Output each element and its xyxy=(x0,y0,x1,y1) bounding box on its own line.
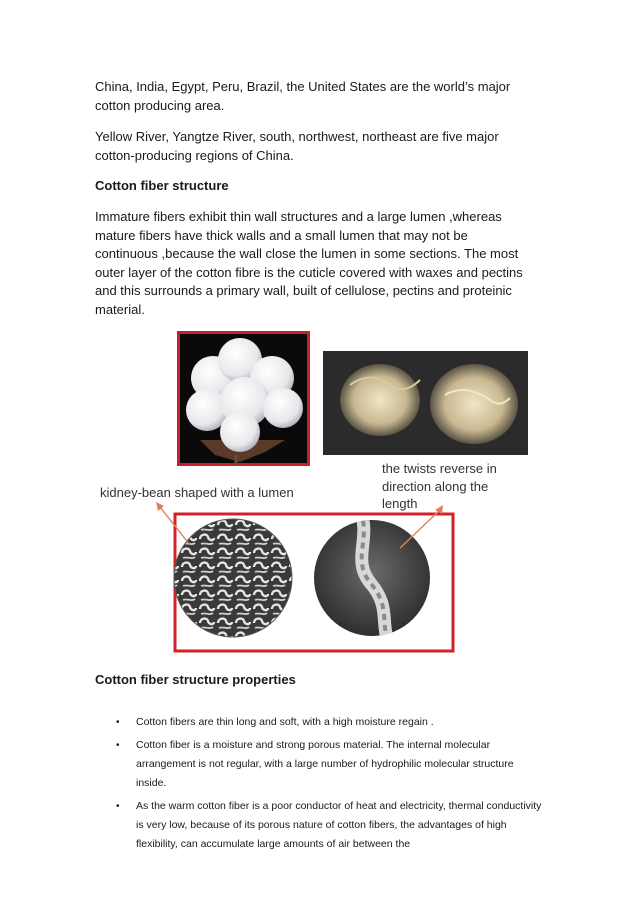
label-kidney-bean: kidney-bean shaped with a lumen xyxy=(100,485,294,500)
bullet-icon: • xyxy=(116,801,120,812)
paragraph-fiber-structure: Immature fibers exhibit thin wall structures and a large lumen ,whereas mature fibers have thick walls and a small lumen that may not be continuous ,because the wall close the lumen in some sections. The most outer layer of the cotton fibre is the cuticle covered with waxes and pectins and this surrounds a primary wall, built of cellulose, pectins and proteinic material. xyxy=(95,209,523,317)
paragraph-china-regions: Yellow River, Yangtze River, south, northwest, northeast are five major cotton-producing regions of China. xyxy=(95,129,499,163)
heading-cotton-fiber-structure: Cotton fiber structure xyxy=(95,178,229,193)
cotton-boll-photo xyxy=(177,331,310,466)
label-twists-3: length xyxy=(382,496,418,511)
bullet-text: As the warm cotton fiber is a poor conductor of heat and electricity, thermal conductivity is very low, because of its porous nature of cotton fibers, the advantages of high flexibility, can accumulate large amounts of air between the xyxy=(136,800,542,850)
paragraph-producing-areas: China, India, Egypt, Peru, Brazil, the United States are the world’s major cotton producing area. xyxy=(95,79,511,113)
bullet-icon: • xyxy=(116,717,120,728)
bullet-text: Cotton fibers are thin long and soft, with a high moisture regain . xyxy=(136,716,434,728)
bullet-icon: • xyxy=(116,740,120,751)
bullet-text: Cotton fiber is a moisture and strong porous material. The internal molecular arrangement is not regular, with a large number of hydrophilic molecular structure inside. xyxy=(136,739,514,789)
heading-structure-properties: Cotton fiber structure properties xyxy=(95,672,296,687)
label-twists-2: direction along the xyxy=(382,479,489,494)
label-twists-1: the twists reverse in xyxy=(382,461,497,476)
raw-fiber-photo xyxy=(323,351,528,455)
